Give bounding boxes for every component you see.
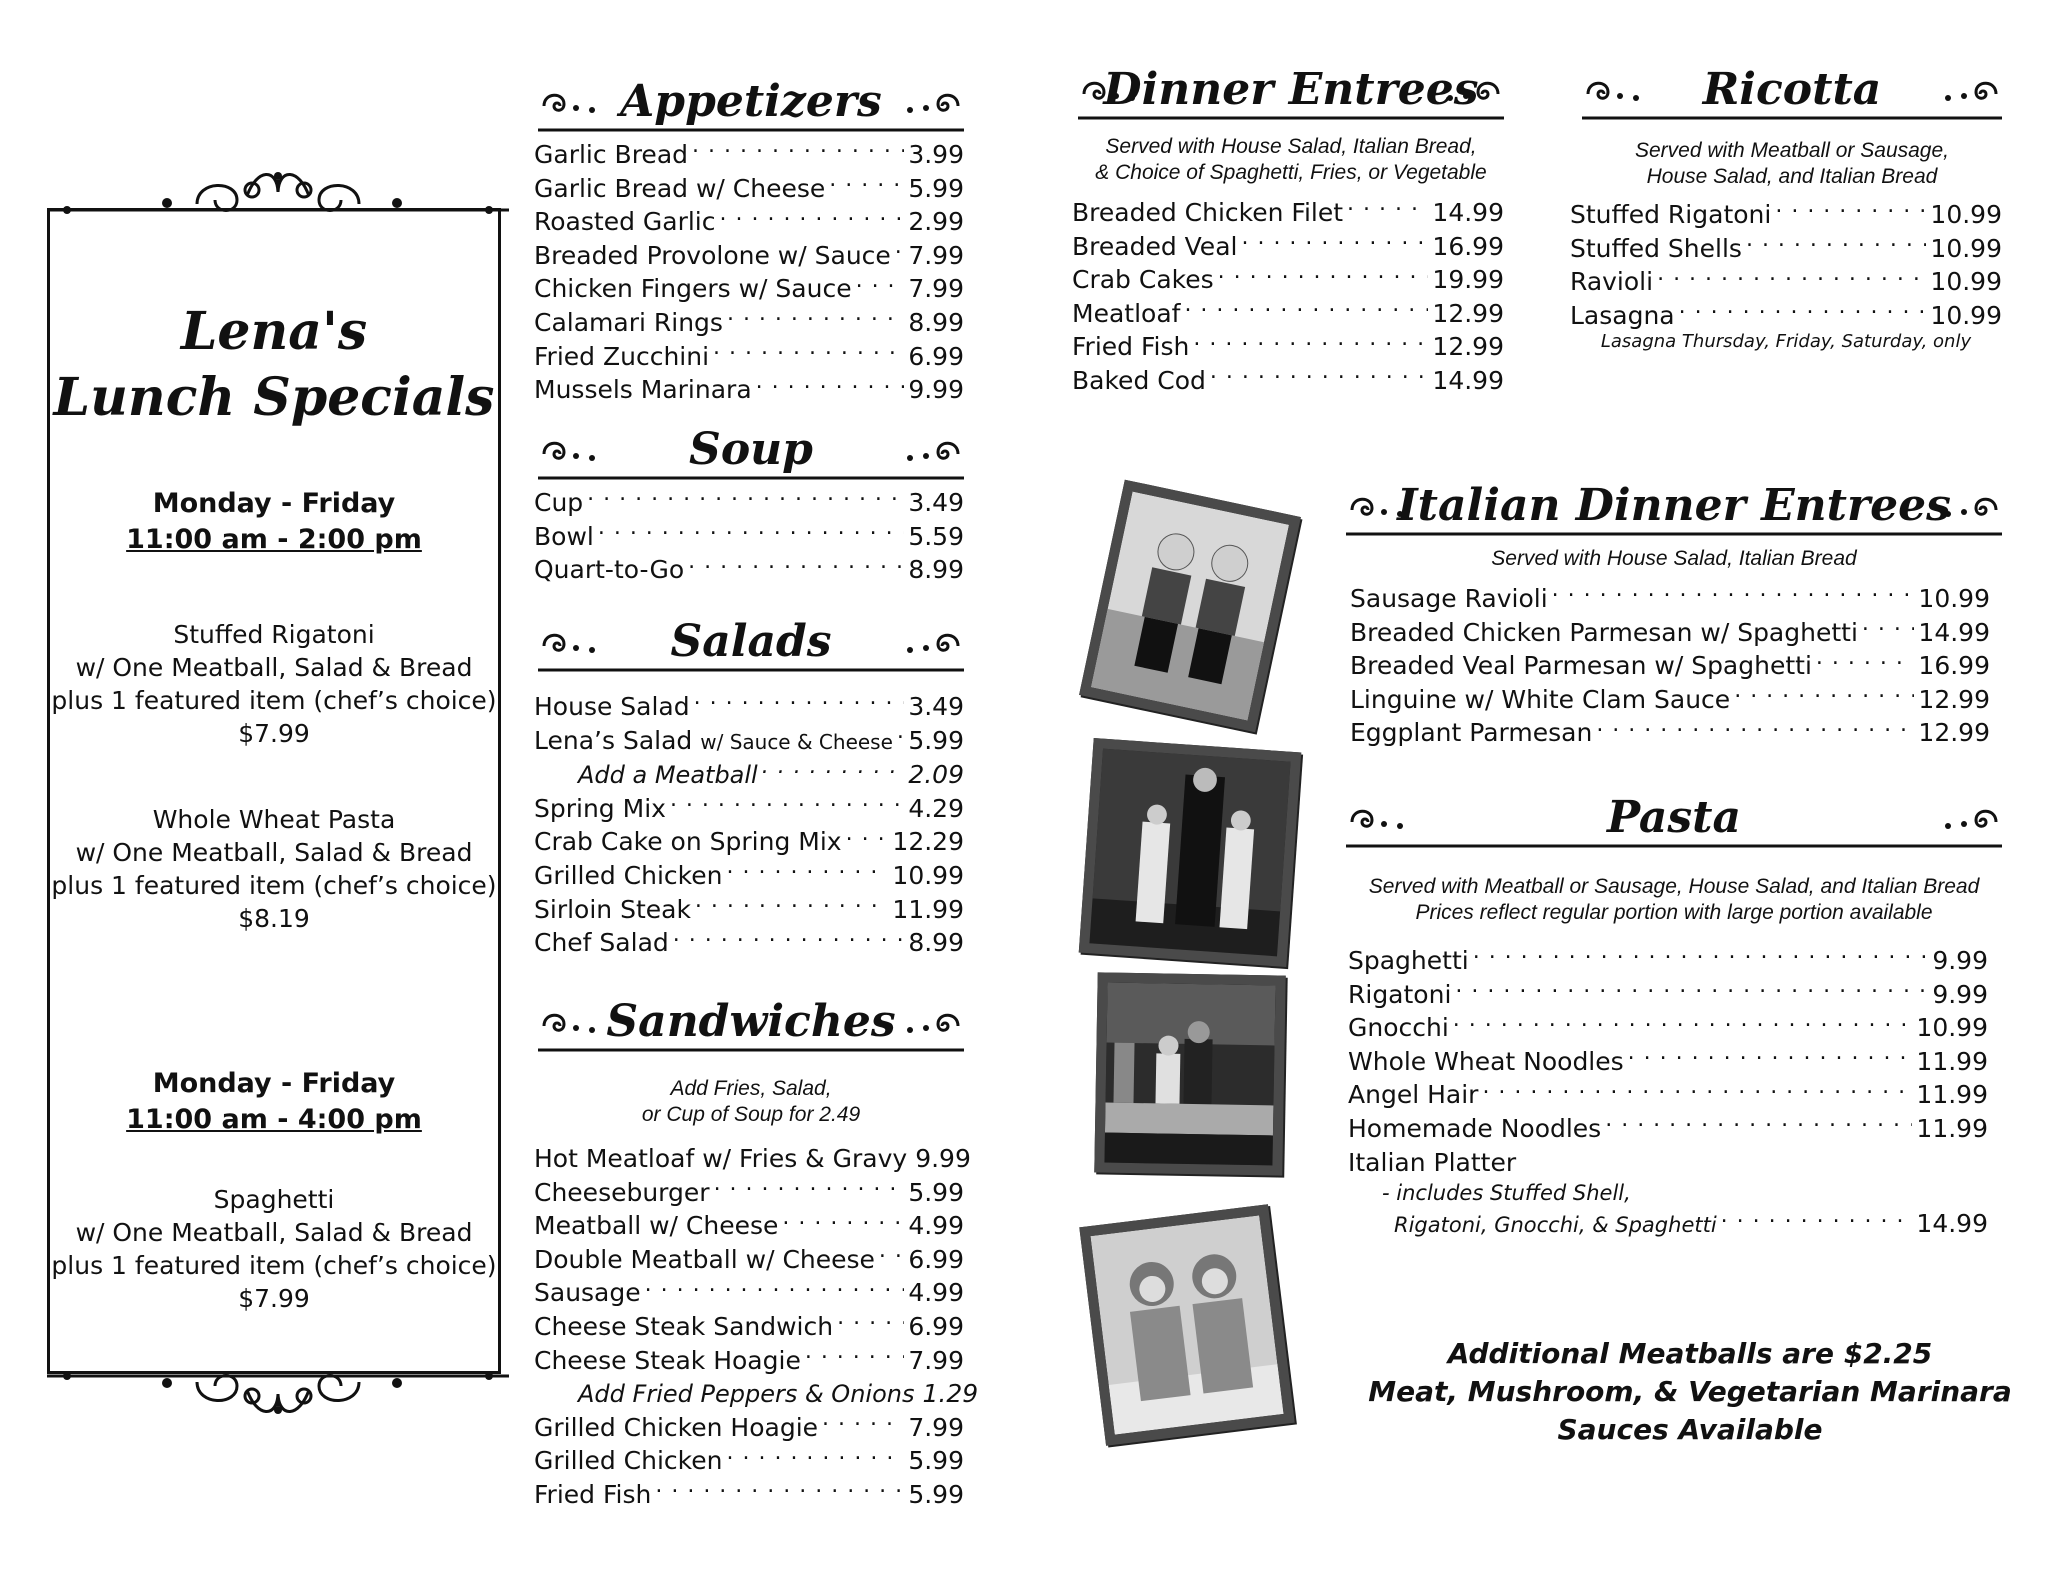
item-name: Cup [534,488,584,517]
item-price: 3.99 [908,140,964,169]
list-item [1348,1146,1988,1180]
item-price: 7.99 [908,240,964,270]
item-name: Bowl [534,521,594,551]
list-item [534,1209,964,1243]
list-item [1348,1045,1988,1079]
item-price: 8.99 [908,555,964,585]
pasta-title: Pasta [1606,792,1742,843]
item-name: Angel Hair [1348,1080,1479,1110]
item-name: House Salad [534,692,690,721]
lunch-item-price: $7.99 [238,719,310,748]
vintage-photo-twins-suits [1079,480,1301,733]
subtitle-line: House Salad, and Italian Bread [1646,165,1938,188]
lunch-item-price: $7.99 [238,1284,310,1313]
list-item [534,859,964,893]
item-name: Meatball w/ Cheese [534,1211,779,1241]
item-name: Crab Cake on Spring Mix [534,827,842,857]
list-item [534,172,964,206]
item-name: Cheese Steak Sandwich [534,1311,834,1341]
item-name: Rigatoni [1348,979,1452,1009]
list-item [534,825,964,859]
list-item [534,893,964,927]
list-item [534,138,964,172]
list-item [1072,297,1504,331]
footer-line: Sauces Available [1557,1413,1823,1446]
item-price: 5.99 [908,1446,964,1476]
appetizers-header [538,72,964,142]
vintage-photo-communion [1079,738,1301,967]
item-name: Breaded Chicken Filet [1072,198,1344,227]
item-price: 11.99 [892,894,964,924]
list-item [1072,196,1504,230]
item-price: 3.49 [908,488,964,517]
list-item-note [534,1377,979,1411]
item-name: Eggplant Parmesan [1350,718,1593,748]
item-name: Whole Wheat Noodles [1348,1046,1624,1076]
item-name: Stuffed Shells [1570,233,1742,263]
item-name: Fried Fish [534,1479,652,1509]
list-item [534,373,964,407]
list-item [1350,616,1990,650]
item-name: Breaded Provolone w/ Sauce [534,240,891,270]
item-name: Roasted Garlic [534,207,716,237]
list-item [1350,716,1990,750]
item-name: Calamari Rings [534,307,723,337]
list-item [534,792,964,826]
item-price: 4.29 [908,793,964,823]
item-price: 11.99 [1916,1113,1988,1143]
item-price: 9.99 [1932,979,1988,1009]
item-price: 12.99 [1432,332,1504,362]
list-item [534,272,964,306]
list-item-note [534,758,964,792]
item-price: 9.99 [908,375,964,405]
pasta-subtitle [1320,874,2028,926]
item-price: 9.99 [1932,946,1988,975]
item-name: Breaded Veal Parmesan w/ Spaghetti [1350,651,1812,681]
vintage-photo-twins-winter [1079,1204,1294,1446]
item-price: 3.49 [908,692,964,721]
subtitle-line: Served with Meatball or Sausage, [1634,139,1949,162]
list-item [1348,1011,1988,1045]
item-name: Crab Cakes [1072,265,1214,295]
item-price: 16.99 [1918,651,1990,681]
item-name: Fried Fish [1072,332,1190,362]
item-name: Baked Cod [1072,365,1206,395]
item-note: Rigatoni, Gnocchi, & Spaghetti [1394,1213,1717,1238]
item-price: 6.99 [908,341,964,371]
footer-line: Additional Meatballs are $2.25 [1447,1337,1933,1370]
lunch-days-1: Monday - Friday [152,488,396,519]
ricotta-list [1570,198,2002,332]
list-item [534,1444,964,1478]
item-name: Sirloin Steak [534,894,691,924]
lunch-item-2 [50,803,498,935]
list-item [1570,299,2002,333]
list-item-note [1348,1179,1988,1207]
item-name: Garlic Bread [534,140,689,169]
salads-header [538,612,964,682]
appetizers-title: Appetizers [620,76,882,127]
lunch-specials-box [47,208,501,1374]
item-note: - includes Stuffed Shell, [1382,1181,1631,1206]
soup-list [534,486,964,587]
item-name: Mussels Marinara [534,375,752,405]
dinner-entrees-title: Dinner Entrees [1103,64,1479,115]
list-item [534,520,964,554]
item-price: 8.99 [908,307,964,337]
dinner-entrees-list [1072,196,1504,398]
lunch-days-2: Monday - Friday [152,1068,396,1099]
item-price: 14.99 [1918,617,1990,647]
item-name: Add a Meatball [578,761,758,790]
list-item [534,205,964,239]
item-price: 6.99 [908,1244,964,1274]
list-item [534,340,964,374]
item-name: Double Meatball w/ Cheese [534,1244,875,1274]
item-price: 7.99 [908,1412,964,1442]
item-price: 2.09 [908,760,964,790]
dinner-entrees-subtitle [1068,134,1514,186]
item-price: 10.99 [892,860,964,890]
item-name: Meatloaf [1072,298,1181,328]
lunch-item-name: Spaghetti [213,1185,335,1214]
list-item [1072,330,1504,364]
lunch-title-line1: Lena's [180,301,368,362]
item-price: 4.99 [908,1278,964,1308]
list-item [534,1276,964,1310]
item-name: Fried Zucchini [534,341,710,371]
item-price: 12.29 [892,827,964,857]
list-item [534,724,964,759]
item-price: 10.99 [1930,300,2002,330]
lunch-item-3 [50,1183,498,1315]
item-price: 19.99 [1432,265,1504,295]
list-item [1072,263,1504,297]
lunch-item-price: $8.19 [238,904,310,933]
footer-note [1320,1335,2048,1449]
lunch-hours-1: 11:00 am - 2:00 pm [126,524,422,555]
item-name: Gnocchi [1348,1013,1449,1043]
item-name-detail: w/ Sauce & Cheese [700,729,893,754]
item-price: 12.99 [1918,718,1990,748]
list-item [534,1142,971,1176]
item-name: Grilled Chicken Hoagie [534,1412,819,1442]
item-name: Spaghetti [1348,946,1469,975]
item-name: Italian Platter [1348,1147,1517,1177]
item-price: 10.99 [1916,1013,1988,1043]
list-item [1350,683,1990,717]
item-price: 5.59 [908,521,964,551]
italian-dinner-entrees-subtitle: Served with House Salad, Italian Bread [1491,547,1857,570]
italian-dinner-entrees-list [1350,582,1990,750]
ricotta-title: Ricotta [1702,64,1882,115]
item-name: Ravioli [1570,267,1654,297]
item-name: Cheeseburger [534,1177,710,1207]
list-item [1350,582,1990,616]
vintage-photo-bar-counter [1094,972,1285,1175]
item-name: Stuffed Rigatoni [1570,200,1772,229]
pasta-list [1348,944,1988,1242]
item-name: Chicken Fingers w/ Sauce [534,274,852,304]
list-item [534,306,964,340]
lunch-item-extra: plus 1 featured item (chef’s choice) [51,686,497,715]
list-item [1350,649,1990,683]
lunch-item-extra: plus 1 featured item (chef’s choice) [51,871,497,900]
sandwiches-header [538,992,964,1062]
list-item [1570,232,2002,266]
item-price: 12.99 [1432,298,1504,328]
list-item [534,926,964,960]
soup-title: Soup [689,424,813,475]
italian-dinner-entrees-title: Italian Dinner Entrees [1397,480,1951,531]
item-price: 5.99 [908,173,964,203]
pasta-header [1346,788,2002,858]
item-name: Breaded Veal [1072,231,1238,261]
list-item [1348,1112,1988,1146]
list-item [534,1344,964,1378]
ricotta-note: Lasagna Thursday, Friday, Saturday, only [1600,331,1972,352]
item-price: 6.99 [908,1311,964,1341]
item-price: 5.99 [908,725,964,755]
item-name: Sausage Ravioli [1350,584,1548,613]
list-item [534,553,964,587]
list-item [534,1411,964,1445]
soup-header [538,420,964,490]
subtitle-line: Served with Meatball or Sausage, House Salad, and Italian Bread [1368,875,1980,898]
item-price: 12.99 [1918,684,1990,714]
subtitle-line: or Cup of Soup for 2.49 [641,1103,861,1126]
item-name: Add Fried Peppers & Onions [578,1380,915,1409]
item-name: Homemade Noodles [1348,1113,1602,1143]
salads-title: Salads [670,616,832,667]
list-item [534,1310,964,1344]
item-price: 7.99 [908,274,964,304]
appetizers-list [534,138,964,407]
list-item [1348,978,1988,1012]
list-item [534,486,964,520]
item-price: 10.99 [1918,584,1990,613]
list-item [1570,265,2002,299]
item-price: 8.99 [908,928,964,958]
item-name: Breaded Chicken Parmesan w/ Spaghetti [1350,617,1858,647]
list-item [534,1176,964,1210]
item-price: 10.99 [1930,200,2002,229]
list-item [1348,1078,1988,1112]
lunch-item-desc: w/ One Meatball, Salad & Bread [75,838,473,867]
list-item [1570,198,2002,232]
item-price: 11.99 [1916,1046,1988,1076]
lunch-item-desc: w/ One Meatball, Salad & Bread [75,653,473,682]
item-name: Sausage [534,1278,641,1308]
list-item [1348,1207,1988,1242]
list-item [534,239,964,273]
item-price: 5.99 [908,1479,964,1509]
lunch-item-desc: w/ One Meatball, Salad & Bread [75,1218,473,1247]
item-name: Garlic Bread w/ Cheese [534,173,826,203]
item-name: Lena’s Salad w/ Sauce & Cheese [534,725,893,755]
italian-dinner-entrees-header [1346,476,2002,546]
sandwiches-subtitle [538,1076,964,1128]
ricotta-header [1582,60,2002,130]
list-item [534,1478,964,1512]
item-name: Grilled Chicken [534,1446,723,1476]
item-name: Linguine w/ White Clam Sauce [1350,684,1731,714]
lunch-item-1 [50,618,498,750]
sandwiches-list [534,1142,979,1512]
list-item [534,1243,964,1277]
lunch-title-line2: Lunch Specials [53,367,495,428]
lunch-hours-2: 11:00 am - 4:00 pm [126,1104,422,1135]
item-price: 10.99 [1930,233,2002,263]
sandwiches-title: Sandwiches [606,996,896,1047]
subtitle-line: & Choice of Spaghetti, Fries, or Vegetable [1095,161,1487,184]
item-price: 16.99 [1432,231,1504,261]
item-name: Spring Mix [534,793,666,823]
item-price: 1.29 [922,1379,979,1409]
item-price: 2.99 [908,207,964,237]
item-price: 10.99 [1930,267,2002,297]
item-name: Lasagna [1570,300,1675,330]
list-item [534,690,964,724]
subtitle-line: Served with House Salad, Italian Bread, [1105,135,1477,158]
footer-line: Meat, Mushroom, & Vegetarian Marinara [1368,1375,2012,1408]
dinner-entrees-header [1078,60,1504,130]
item-price: 11.99 [1916,1080,1988,1110]
item-name: Cheese Steak Hoagie [534,1345,801,1375]
list-item [1072,230,1504,264]
item-name: Chef Salad [534,928,669,958]
lunch-item-name: Whole Wheat Pasta [152,805,396,834]
item-price: 14.99 [1916,1209,1988,1239]
lunch-item-name: Stuffed Rigatoni [173,620,375,649]
list-item [1072,364,1504,398]
subtitle-line: Add Fries, Salad, [670,1077,832,1100]
ricotta-subtitle [1572,138,2012,190]
item-price: 5.99 [908,1177,964,1207]
bottom-flourish-ornament [47,1366,509,1426]
item-price: 7.99 [908,1345,964,1375]
salads-list [534,690,964,960]
item-name: Hot Meatloaf w/ Fries & Gravy [534,1144,908,1173]
item-price: 14.99 [1432,198,1504,227]
list-item [1348,944,1988,978]
item-name: Quart-to-Go [534,555,685,585]
lunch-item-extra: plus 1 featured item (chef’s choice) [51,1251,497,1280]
item-price: 4.99 [908,1211,964,1241]
item-price: 9.99 [915,1144,971,1173]
item-price: 14.99 [1432,365,1504,395]
item-name: Grilled Chicken [534,860,723,890]
subtitle-line: Prices reflect regular portion with large portion available [1415,901,1933,924]
